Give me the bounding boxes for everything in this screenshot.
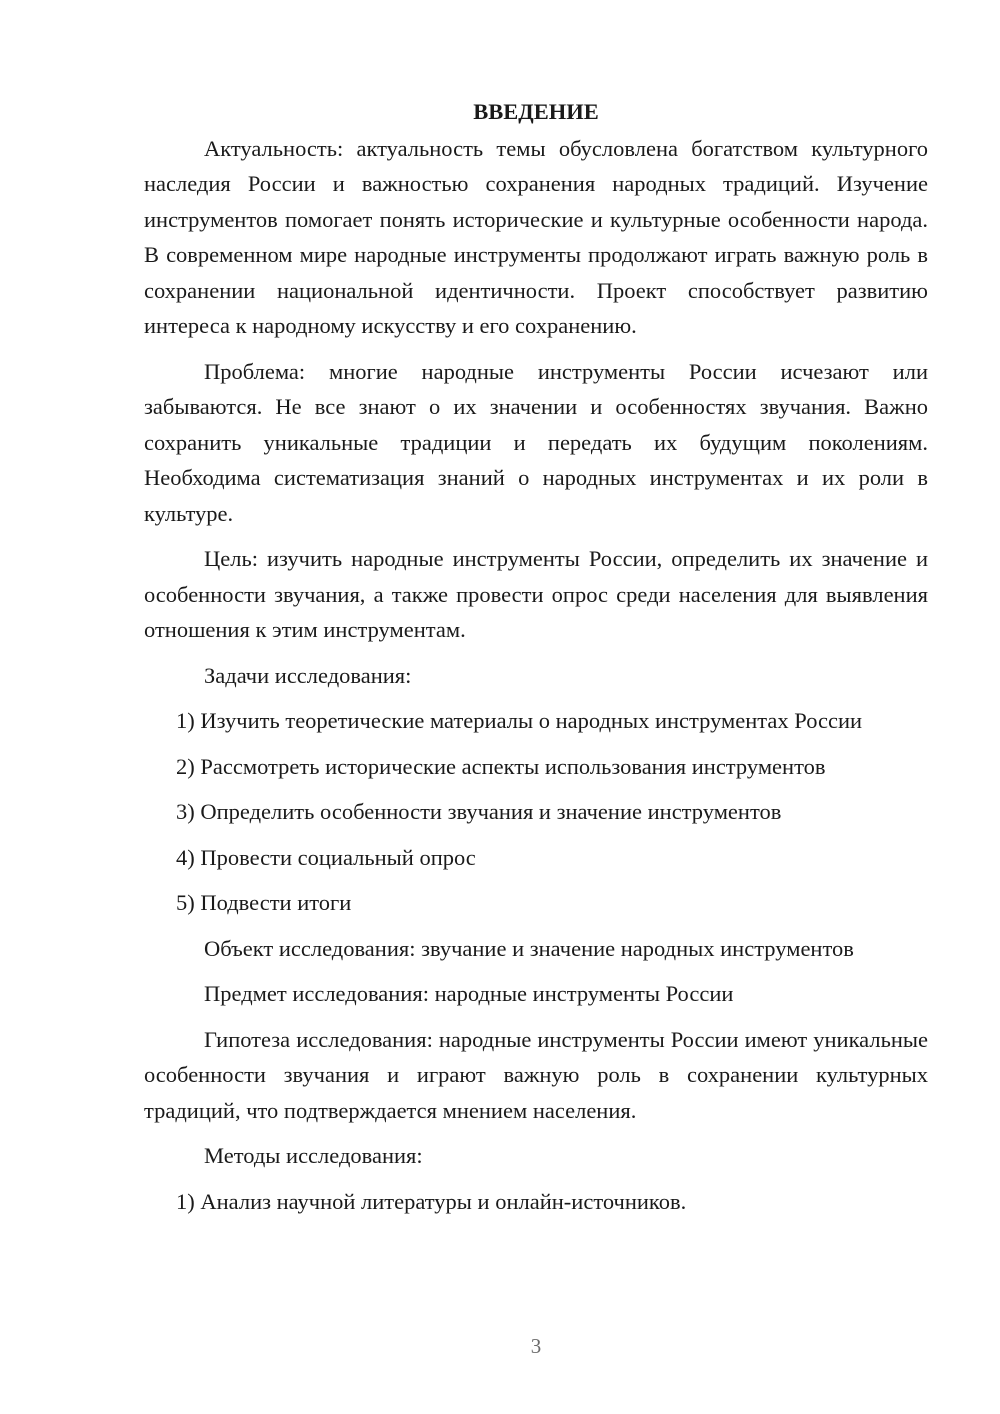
task-item-1: 1) Изучить теоретические материалы о народных инструментах России (176, 708, 863, 733)
tasks-heading: Задачи исследования: (204, 662, 412, 688)
research-subject: Предмет исследования: народные инструменты России (204, 981, 734, 1006)
page-content (144, 94, 928, 1229)
page-number: 3 (530, 1334, 542, 1358)
task-item-5: 5) Подвести итоги (176, 890, 352, 915)
goal-paragraph: Цель: изучить народные инструменты России, определить их значение и особенности звучания, а также провести опрос среди населения для выявления отношения к этим инструментам. (144, 546, 928, 642)
page-title: ВВЕДЕНИЕ (473, 99, 599, 124)
relevance-paragraph: Актуальность: актуальность темы обусловлена богатством культурного наследия России и важностью сохранения народных традиций. Изучение инструментов помогает понять исторические и культурные особенности народа. В современном мире народные инструменты продолжают играть важную роль в сохранении национальной идентичности. Проект способствует развитию интереса к народному искусству и его сохранению. (144, 135, 928, 338)
problem-paragraph: Проблема: многие народные инструменты России исчезают или забываются. Не все знают о их значении и особенностях звучания. Важно сохранить уникальные традиции и передать их будущим поколениям. Необходима систематизация знаний о народных инструментах и их роли в культуре. (144, 358, 928, 526)
task-item-2: 2) Рассмотреть исторические аспекты использования инструментов (176, 753, 826, 779)
research-object: Объект исследования: звучание и значение народных инструментов (204, 935, 854, 961)
hypothesis-paragraph: Гипотеза исследования: народные инструменты России имеют уникальные особенности звучания и играют важную роль в сохранении культурных традиций, что подтверждается мнением населения. (144, 1026, 928, 1123)
task-item-4: 4) Провести социальный опрос (176, 844, 476, 870)
methods-heading: Методы исследования: (204, 1143, 423, 1168)
method-item-1: 1) Анализ научной литературы и онлайн-источников. (176, 1188, 687, 1214)
task-item-3: 3) Определить особенности звучания и значение инструментов (176, 799, 782, 824)
